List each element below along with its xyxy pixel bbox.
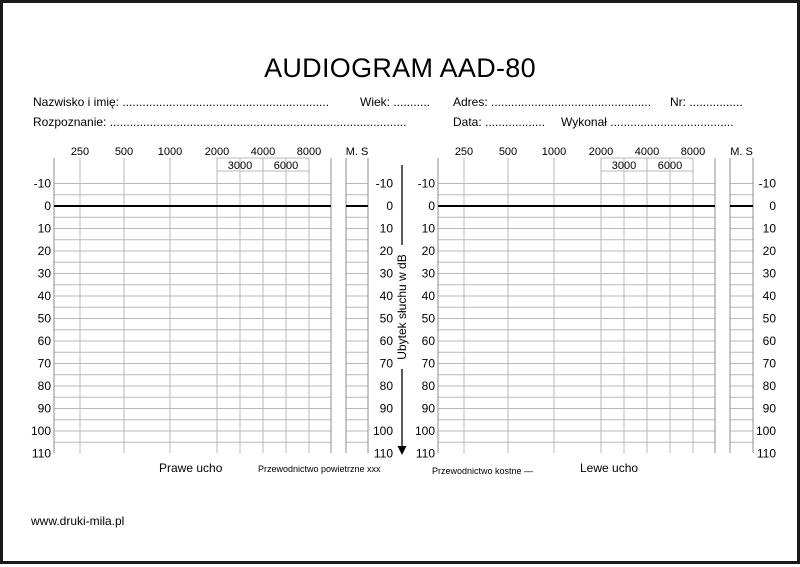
diagnosis-field: Rozpoznanie: ......................................................................................... — [33, 115, 407, 129]
right-ms-db-label: 90 — [379, 401, 393, 416]
right-db-label: 20 — [37, 244, 51, 258]
right-ms-db-label: 70 — [379, 356, 393, 371]
left-ms-db-label: 10 — [762, 221, 776, 236]
left-ms-db-label: 100 — [755, 424, 776, 438]
left-db-label: 100 — [414, 424, 435, 438]
left-ear-label: Lewe ucho — [580, 461, 639, 475]
performed-by-field: Wykonał ..................................... — [561, 115, 734, 129]
left-ms-db-label: 80 — [762, 379, 776, 393]
right-ear-label: Prawe ucho — [159, 461, 223, 475]
bone-conduction-legend: Przewodnictwo kostne — — [432, 466, 534, 476]
right-ms-db-label: 110 — [373, 446, 393, 461]
number-field: Nr: ................ — [670, 95, 743, 109]
right-freq-label: 1000 — [157, 146, 183, 158]
audiogram-charts — [3, 3, 800, 567]
right-db-label: 10 — [37, 221, 51, 236]
date-field: Data: .................. — [453, 115, 546, 129]
right-ms-db-label: 0 — [386, 199, 393, 213]
left-db-label: 10 — [421, 221, 435, 236]
right-db-label: 90 — [37, 401, 51, 416]
left-freq-label: 1000 — [541, 146, 567, 158]
name-field: Nazwisko i imię: .............................................................. — [33, 95, 330, 109]
right-ms-db-label: 40 — [379, 289, 393, 303]
right-ms-db-label: 100 — [372, 424, 393, 438]
left-ms-db-label: -10 — [758, 176, 776, 191]
right-ms-db-label: 30 — [379, 266, 393, 281]
address-field: Adres: ................................................ — [453, 95, 652, 109]
right-db-label: 70 — [37, 356, 51, 371]
right-freq-label-mid: 3000 — [227, 160, 253, 172]
right-freq-label: 250 — [70, 146, 90, 158]
air-conduction-legend: Przewodnictwo powietrzne xxx — [258, 464, 381, 474]
left-ms-db-label: 20 — [762, 244, 776, 258]
left-freq-label-mid: 3000 — [611, 160, 637, 172]
right-ms-db-label: 80 — [379, 379, 393, 393]
left-db-label: 40 — [421, 289, 435, 303]
left-freq-label: 500 — [498, 146, 518, 158]
left-freq-label: 8000 — [680, 146, 706, 158]
left-ms-db-label: 30 — [762, 266, 776, 281]
left-ms-db-label: 110 — [756, 446, 776, 461]
right-db-label: 30 — [37, 266, 51, 281]
right-db-label: 50 — [37, 311, 51, 326]
left-db-label: 80 — [421, 379, 435, 393]
left-chart — [415, 146, 776, 461]
left-db-label: -10 — [417, 176, 435, 191]
left-ms-db-label: 0 — [769, 199, 776, 213]
right-ms-db-label: 20 — [379, 244, 393, 258]
left-freq-label: 250 — [454, 146, 474, 158]
right-freq-label-mid: 6000 — [273, 160, 299, 172]
db-axis-arrowhead — [398, 446, 407, 455]
left-db-label: 50 — [421, 311, 435, 326]
right-ms-label: M. S — [345, 146, 369, 158]
left-db-label: 30 — [421, 266, 435, 281]
left-ms-db-label: 60 — [762, 334, 776, 348]
left-ms-db-label: 70 — [762, 356, 776, 371]
right-ms-db-label: 60 — [379, 334, 393, 348]
right-ms-db-label: -10 — [375, 176, 393, 191]
right-db-label: -10 — [33, 176, 51, 191]
left-ms-db-label: 50 — [762, 311, 776, 326]
left-db-label: 90 — [421, 401, 435, 416]
left-db-label: 60 — [421, 334, 435, 348]
right-ms-db-label: 50 — [379, 311, 393, 326]
website-footer: www.druki-mila.pl — [31, 514, 125, 528]
left-ms-db-label: 40 — [762, 289, 776, 303]
right-db-label: 0 — [44, 199, 51, 213]
left-db-label: 70 — [421, 356, 435, 371]
right-db-label: 110 — [31, 446, 51, 461]
right-freq-label: 2000 — [204, 146, 230, 158]
left-ms-label: M. S — [730, 146, 753, 158]
right-db-label: 60 — [37, 334, 51, 348]
right-db-label: 100 — [30, 424, 51, 438]
right-ms-db-label: 10 — [379, 221, 393, 236]
left-ms-db-label: 90 — [762, 401, 776, 416]
right-db-label: 80 — [37, 379, 51, 393]
left-freq-label: 2000 — [588, 146, 614, 158]
left-freq-label-mid: 6000 — [657, 160, 683, 172]
left-db-label: 110 — [415, 446, 435, 461]
right-freq-label: 8000 — [296, 146, 322, 158]
left-freq-label: 4000 — [634, 146, 660, 158]
left-db-label: 20 — [421, 244, 435, 258]
right-chart — [31, 146, 393, 461]
age-field: Wiek: ........... — [360, 95, 431, 109]
form-title: AUDIOGRAM AAD-80 — [264, 53, 536, 83]
right-freq-label: 500 — [114, 146, 134, 158]
right-freq-label: 4000 — [250, 146, 276, 158]
db-axis-label: Ubytek słuchu w dB — [395, 254, 409, 360]
left-db-label: 0 — [428, 199, 435, 213]
right-db-label: 40 — [37, 289, 51, 303]
